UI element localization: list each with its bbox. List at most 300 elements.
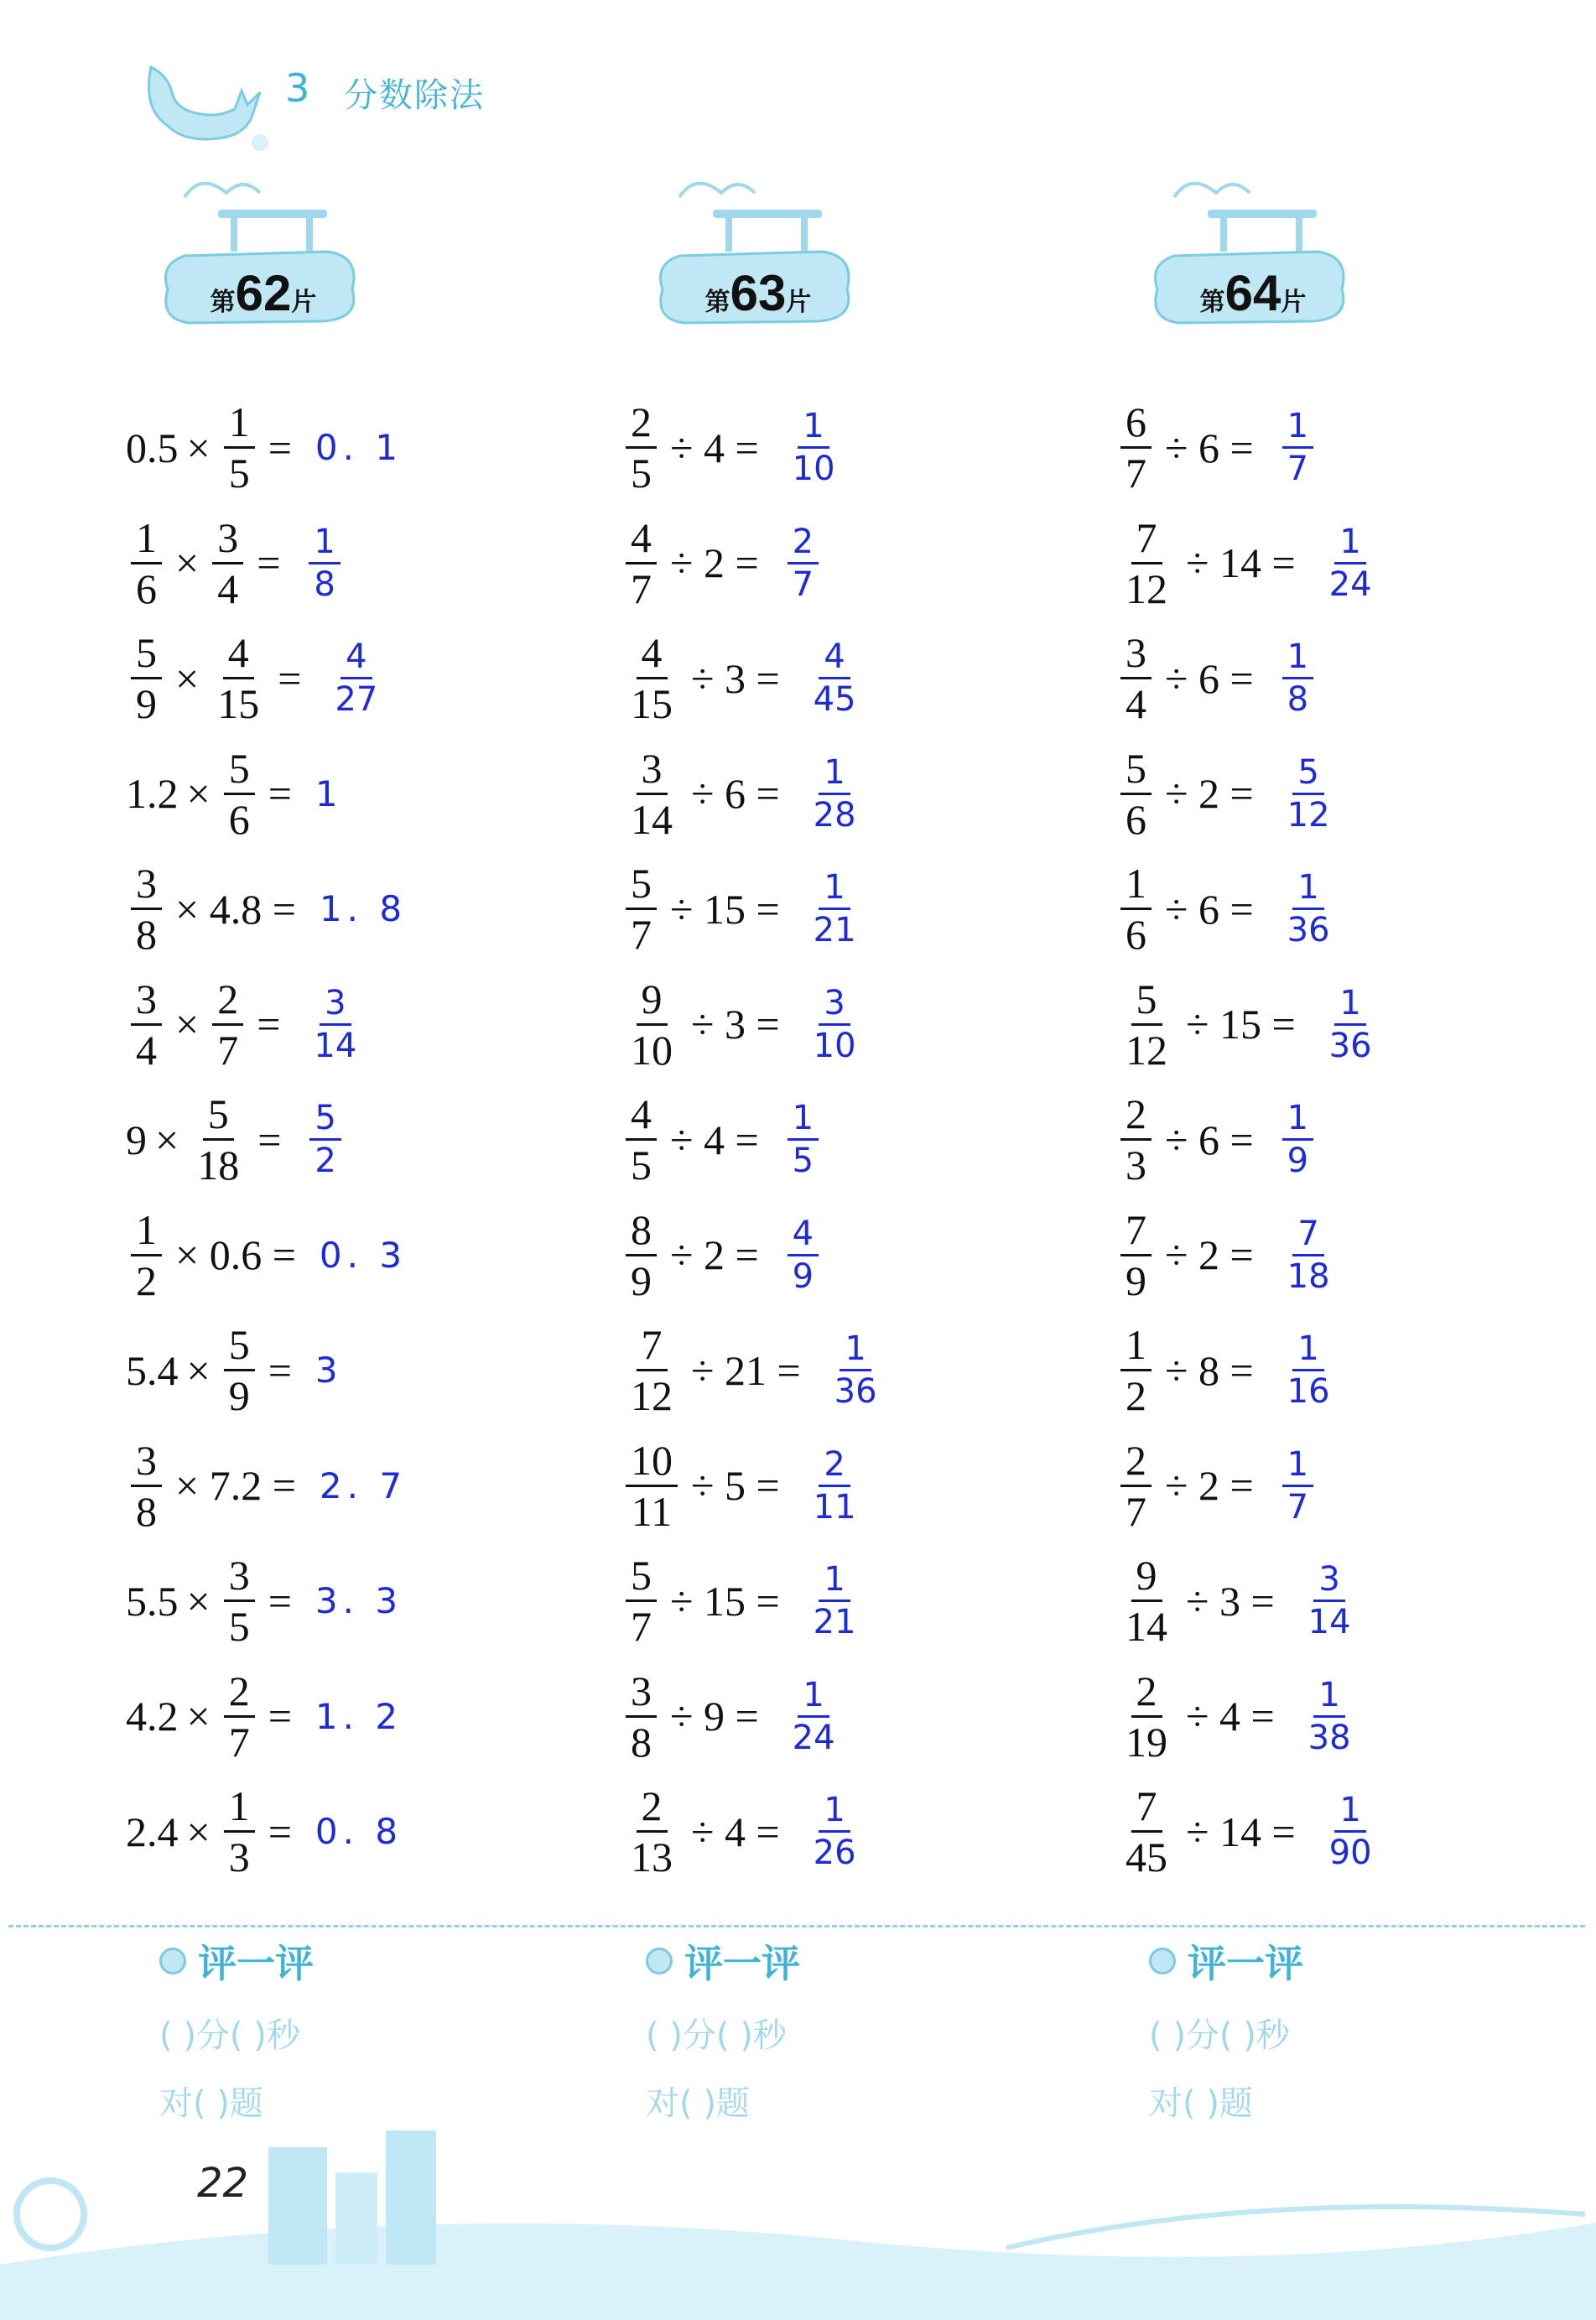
problem-row xyxy=(126,1543,629,1659)
denominator: 18 xyxy=(1287,1256,1330,1296)
problem-row xyxy=(621,967,1124,1083)
answer xyxy=(1277,1444,1318,1527)
operator: ÷ 6 = xyxy=(1165,885,1254,933)
fraction xyxy=(224,1667,255,1766)
sheet-column xyxy=(126,172,629,1890)
answer xyxy=(824,1329,887,1412)
answer xyxy=(1319,522,1382,604)
time-field[interactable]: ( )分( )秒 xyxy=(1149,2016,1290,2055)
correct-count-field[interactable]: 对( )题 xyxy=(159,2084,263,2123)
answer-fraction xyxy=(1282,868,1335,950)
answer-value: 1. 8 xyxy=(319,888,408,930)
problem-row xyxy=(1115,506,1596,622)
chapter-title: 分数除法 xyxy=(344,76,485,115)
denominator: 45 xyxy=(1126,1834,1167,1881)
sheet-column xyxy=(621,172,1124,1890)
denominator: 8 xyxy=(314,564,335,604)
numerator: 4 xyxy=(341,640,372,679)
fraction xyxy=(1120,629,1152,728)
operator: = xyxy=(257,539,281,587)
answer xyxy=(315,1350,343,1391)
sheet-column xyxy=(1115,172,1596,1890)
denominator: 13 xyxy=(631,1834,673,1881)
fraction xyxy=(1120,1552,1172,1651)
numerator: 3 xyxy=(212,517,243,564)
fraction xyxy=(626,1552,657,1651)
numerator: 1 xyxy=(1120,862,1152,910)
answer-fraction xyxy=(808,752,861,835)
numerator: 7 xyxy=(1120,1209,1152,1256)
denominator: 3 xyxy=(228,1834,250,1881)
review-title: 评一评 xyxy=(198,1941,314,1986)
denominator: 12 xyxy=(1126,564,1167,612)
denominator: 26 xyxy=(813,1834,856,1873)
operator: ÷ 3 = xyxy=(691,654,780,702)
denominator: 2 xyxy=(315,1142,336,1181)
answer-fraction xyxy=(1303,1560,1356,1642)
numerator: 6 xyxy=(1120,401,1152,449)
numerator: 1 xyxy=(798,409,829,449)
answer xyxy=(304,522,345,604)
problem-row xyxy=(1115,851,1596,967)
problem-row xyxy=(621,621,1124,736)
numerator: 1 xyxy=(1120,1324,1152,1371)
denominator: 9 xyxy=(228,1372,250,1420)
fraction xyxy=(224,1782,255,1881)
numerator: 1 xyxy=(131,1209,162,1256)
numerator: 4 xyxy=(819,640,850,679)
sheet-label xyxy=(683,264,834,322)
numerator: 2 xyxy=(224,1670,255,1718)
denominator: 10 xyxy=(813,1026,856,1065)
problem-row xyxy=(1115,621,1596,736)
sheet-label-prefix: 第 xyxy=(704,288,730,317)
operator: ÷ 2 = xyxy=(1165,1231,1254,1279)
numerator: 7 xyxy=(1292,1217,1323,1256)
numerator: 1 xyxy=(1282,640,1313,679)
answer xyxy=(803,1444,866,1527)
numerator: 1 xyxy=(1292,1332,1323,1371)
operator: = xyxy=(278,654,302,702)
answer-value: 2. 7 xyxy=(319,1464,408,1506)
denominator: 7 xyxy=(1287,450,1309,489)
denominator: 7 xyxy=(631,564,652,612)
sheet-label-sign xyxy=(1141,172,1359,340)
denominator: 14 xyxy=(314,1026,357,1065)
operator: × 4.8 = xyxy=(175,885,296,933)
answer-fraction xyxy=(1324,1791,1377,1873)
denominator: 9 xyxy=(792,1256,814,1296)
denominator: 4 xyxy=(1126,680,1146,728)
denominator: 6 xyxy=(1126,795,1146,843)
answer-fraction xyxy=(1282,752,1335,835)
fraction xyxy=(224,1552,255,1651)
operator: × xyxy=(186,770,211,818)
denominator: 4 xyxy=(136,1026,157,1074)
problem-row xyxy=(1115,390,1596,506)
answer xyxy=(1319,983,1382,1065)
fraction xyxy=(131,1205,162,1304)
denominator: 24 xyxy=(792,1718,835,1757)
fraction xyxy=(1120,1436,1152,1535)
numerator: 3 xyxy=(131,1439,162,1487)
problem-row xyxy=(621,1313,1124,1428)
numerator: 3 xyxy=(626,1670,657,1718)
problem-row xyxy=(621,1659,1124,1775)
denominator: 21 xyxy=(813,911,856,950)
problem-list xyxy=(621,390,1124,1890)
denominator: 7 xyxy=(1287,1487,1309,1527)
denominator: 45 xyxy=(813,680,856,720)
fraction xyxy=(626,513,657,612)
sheet-label-sign xyxy=(646,172,864,340)
denominator: 5 xyxy=(792,1142,814,1181)
fraction xyxy=(131,629,162,728)
denominator: 5 xyxy=(228,1603,250,1651)
numerator: 2 xyxy=(637,1785,668,1833)
fraction xyxy=(626,744,678,843)
numerator: 3 xyxy=(819,986,850,1026)
operator: ÷ 6 = xyxy=(1165,1116,1254,1163)
answer xyxy=(320,1465,407,1506)
cat-icon xyxy=(134,59,277,159)
fraction xyxy=(1120,1205,1152,1304)
denominator: 5 xyxy=(631,450,652,497)
answer xyxy=(304,1099,346,1181)
numerator: 5 xyxy=(203,1093,234,1141)
time-field[interactable]: ( )分( )秒 xyxy=(646,2016,787,2055)
operator: ÷ 3 = xyxy=(691,1001,780,1048)
denominator: 9 xyxy=(1287,1142,1309,1181)
answer xyxy=(320,888,407,929)
fraction xyxy=(626,398,657,497)
sheet-label-prefix: 第 xyxy=(1199,288,1225,317)
fraction xyxy=(1120,744,1152,843)
fraction xyxy=(131,975,162,1074)
denominator: 7 xyxy=(792,564,814,604)
review-box xyxy=(1149,1933,1501,2125)
number: 0.5 xyxy=(126,424,179,471)
answer xyxy=(803,983,866,1065)
answer-value: 0. 3 xyxy=(319,1234,408,1276)
denominator: 7 xyxy=(631,911,652,959)
denominator: 9 xyxy=(136,680,157,728)
numerator: 7 xyxy=(637,1324,668,1371)
operator: × xyxy=(175,539,200,587)
denominator: 5 xyxy=(228,450,250,497)
problem-row xyxy=(621,1428,1124,1544)
operator: ÷ 6 = xyxy=(1165,424,1254,471)
answer xyxy=(1277,407,1318,489)
numerator: 1 xyxy=(840,1332,871,1371)
fraction xyxy=(626,1321,678,1420)
denominator: 8 xyxy=(1287,680,1309,720)
fraction xyxy=(626,629,678,728)
chapter-number: 3 xyxy=(285,65,310,111)
operator: × xyxy=(186,424,211,471)
sheet-label xyxy=(1178,264,1328,322)
operator: ÷ 3 = xyxy=(1186,1577,1275,1625)
fraction xyxy=(626,975,678,1074)
sheet-number: 64 xyxy=(1224,265,1281,321)
numerator: 1 xyxy=(1282,1101,1313,1141)
answer-value: 1 xyxy=(315,772,343,814)
answer xyxy=(315,773,343,814)
numerator: 1 xyxy=(798,1678,829,1718)
numerator: 1 xyxy=(819,1793,850,1833)
denominator: 7 xyxy=(217,1026,239,1074)
operator: ÷ 4 = xyxy=(670,1116,759,1163)
denominator: 8 xyxy=(631,1718,652,1766)
denominator: 3 xyxy=(1126,1142,1146,1189)
answer xyxy=(315,1580,403,1621)
numerator: 5 xyxy=(224,1324,255,1371)
numerator: 3 xyxy=(224,1554,255,1602)
numerator: 2 xyxy=(1120,1093,1152,1141)
fraction xyxy=(1120,1782,1172,1881)
problem-row xyxy=(126,1313,629,1428)
numerator: 1 xyxy=(819,871,850,910)
answer xyxy=(1277,637,1318,720)
numerator: 4 xyxy=(626,517,657,564)
answer xyxy=(325,637,387,720)
answer-value: 1. 2 xyxy=(315,1695,403,1737)
denominator: 38 xyxy=(1307,1718,1351,1757)
fraction xyxy=(212,975,243,1074)
problem-row xyxy=(126,851,629,967)
problem-row xyxy=(126,1198,629,1313)
answer xyxy=(782,1099,824,1181)
problem-row xyxy=(126,621,629,736)
sheet-label-prefix: 第 xyxy=(210,288,236,317)
problem-row xyxy=(1115,1543,1596,1659)
operator: ÷ 14 = xyxy=(1186,1808,1296,1855)
operator: × xyxy=(175,654,200,702)
answer-fraction xyxy=(808,1560,861,1642)
fraction xyxy=(131,860,162,959)
numerator: 2 xyxy=(626,401,657,449)
denominator: 2 xyxy=(1126,1372,1146,1420)
denominator: 8 xyxy=(136,1487,157,1535)
answer-fraction xyxy=(788,1099,819,1181)
denominator: 6 xyxy=(1126,911,1146,959)
denominator: 7 xyxy=(631,1603,652,1651)
dashed-divider xyxy=(8,1925,1585,1927)
number: 9 xyxy=(126,1116,147,1163)
answer-fraction xyxy=(309,1099,341,1181)
denominator: 14 xyxy=(631,795,673,843)
denominator: 8 xyxy=(136,911,157,959)
answer-fraction xyxy=(829,1329,882,1412)
time-field[interactable]: ( )分( )秒 xyxy=(159,2016,300,2055)
numerator: 1 xyxy=(131,517,162,564)
operator: × 0.6 = xyxy=(175,1231,296,1279)
numerator: 1 xyxy=(819,756,850,795)
denominator: 15 xyxy=(631,680,673,728)
number: 4.2 xyxy=(126,1693,179,1740)
page-number: 22 xyxy=(197,2160,249,2207)
operator: ÷ 6 = xyxy=(1165,654,1254,702)
answer xyxy=(1277,1329,1340,1412)
answer xyxy=(1298,1560,1361,1642)
answer-fraction xyxy=(1282,1214,1335,1296)
problem-list xyxy=(126,390,629,1890)
numerator: 8 xyxy=(626,1209,657,1256)
answer xyxy=(803,752,866,835)
answer xyxy=(782,407,845,489)
flower-icon xyxy=(646,1948,673,1974)
operator: ÷ 8 = xyxy=(1165,1346,1254,1394)
answer xyxy=(782,1214,824,1296)
fraction xyxy=(626,1090,657,1189)
fraction xyxy=(212,513,243,612)
numerator: 7 xyxy=(1131,1785,1162,1833)
fraction xyxy=(131,1436,162,1535)
answer-fraction xyxy=(808,983,861,1065)
problem-row xyxy=(1115,1198,1596,1313)
denominator: 15 xyxy=(217,680,260,728)
problem-row xyxy=(1115,1659,1596,1775)
sheet-label-suffix: 片 xyxy=(786,288,812,317)
operator: ÷ 9 = xyxy=(670,1693,759,1740)
answer-fraction xyxy=(788,407,840,489)
fraction xyxy=(1120,1321,1152,1420)
correct-count-field[interactable]: 对( )题 xyxy=(1149,2084,1253,2123)
denominator: 18 xyxy=(197,1142,240,1189)
denominator: 28 xyxy=(813,795,856,835)
denominator: 7 xyxy=(1126,450,1146,497)
answer xyxy=(803,1791,866,1873)
fraction xyxy=(224,744,255,843)
denominator: 12 xyxy=(631,1372,673,1420)
numerator: 1 xyxy=(224,1785,255,1833)
problem-row xyxy=(126,506,629,622)
problem-row xyxy=(126,1659,629,1775)
flower-icon xyxy=(159,1948,186,1974)
numerator: 2 xyxy=(788,525,819,564)
denominator: 6 xyxy=(228,795,250,843)
numerator: 5 xyxy=(1120,747,1152,795)
denominator: 5 xyxy=(631,1142,652,1189)
denominator: 27 xyxy=(335,680,378,720)
fraction xyxy=(192,1090,244,1189)
operator: = xyxy=(268,1577,292,1625)
denominator: 10 xyxy=(631,1026,673,1074)
problem-row xyxy=(126,967,629,1083)
review-box xyxy=(646,1933,998,2125)
numerator: 5 xyxy=(1292,756,1323,795)
numerator: 1 xyxy=(1334,986,1365,1026)
problem-row xyxy=(126,1428,629,1544)
numerator: 1 xyxy=(788,1101,819,1141)
number: 5.4 xyxy=(126,1346,179,1394)
problem-row xyxy=(621,1082,1124,1198)
numerator: 5 xyxy=(626,862,657,910)
operator: × 7.2 = xyxy=(175,1462,296,1510)
answer xyxy=(803,868,866,950)
city-skyline-decoration xyxy=(0,2097,1596,2320)
answer-value: 0. 1 xyxy=(315,427,403,469)
denominator: 7 xyxy=(228,1718,250,1766)
operator: = xyxy=(268,1693,292,1740)
denominator: 14 xyxy=(1307,1603,1351,1642)
problem-row xyxy=(1115,967,1596,1083)
denominator: 90 xyxy=(1328,1834,1372,1873)
answer-fraction xyxy=(309,983,361,1065)
problem-row xyxy=(126,1082,629,1198)
correct-count-field[interactable]: 对( )题 xyxy=(646,2084,750,2123)
numerator: 3 xyxy=(131,978,162,1026)
fraction xyxy=(1120,860,1152,959)
problem-row xyxy=(621,1198,1124,1313)
numerator: 1 xyxy=(1282,1448,1313,1487)
problem-row xyxy=(621,506,1124,622)
denominator: 12 xyxy=(1126,1026,1167,1074)
answer xyxy=(782,1675,845,1757)
problem-row xyxy=(621,1543,1124,1659)
answer-fraction xyxy=(309,522,340,604)
problem-row xyxy=(126,390,629,506)
numerator: 1 xyxy=(1334,525,1365,564)
operator: × xyxy=(155,1116,179,1163)
number: 1.2 xyxy=(126,770,179,818)
problem-row xyxy=(621,851,1124,967)
denominator: 16 xyxy=(1287,1372,1330,1412)
numerator: 1 xyxy=(1282,409,1313,449)
fraction xyxy=(626,1782,678,1881)
answer-fraction xyxy=(1282,1444,1313,1527)
operator: ÷ 21 = xyxy=(691,1346,801,1394)
fraction xyxy=(1120,1090,1152,1189)
fraction xyxy=(1120,513,1172,612)
answer-fraction xyxy=(330,637,382,720)
denominator: 6 xyxy=(136,564,157,612)
sheet-label-sign xyxy=(151,172,369,340)
denominator: 4 xyxy=(217,564,239,612)
answer-fraction xyxy=(788,1675,840,1757)
problem-row xyxy=(126,1774,629,1890)
answer-fraction xyxy=(808,1791,861,1873)
answer-fraction xyxy=(808,1444,861,1527)
operator: ÷ 15 = xyxy=(1186,1001,1296,1048)
numerator: 9 xyxy=(1131,1554,1162,1602)
operator: = xyxy=(268,1346,292,1394)
operator: ÷ 2 = xyxy=(670,1231,759,1279)
operator: ÷ 15 = xyxy=(670,1577,780,1625)
answer xyxy=(1277,752,1340,835)
answer-fraction xyxy=(1282,1329,1335,1412)
sheet-label-suffix: 片 xyxy=(1281,288,1307,317)
answer xyxy=(803,637,866,720)
denominator: 11 xyxy=(631,1487,673,1535)
answer-fraction xyxy=(1282,1099,1313,1181)
numerator: 3 xyxy=(320,986,351,1026)
review-title: 评一评 xyxy=(1188,1941,1303,1986)
operator: = xyxy=(268,1808,292,1855)
operator: = xyxy=(257,1116,282,1163)
denominator: 36 xyxy=(1328,1026,1372,1065)
problem-list xyxy=(1115,390,1596,1890)
number: 5.5 xyxy=(126,1577,179,1625)
operator: × xyxy=(186,1346,211,1394)
answer xyxy=(315,1696,403,1737)
operator: ÷ 6 = xyxy=(691,770,780,818)
denominator: 9 xyxy=(1126,1256,1146,1304)
numerator: 2 xyxy=(212,978,243,1026)
number: 2.4 xyxy=(126,1808,179,1855)
operator: × xyxy=(186,1693,211,1740)
numerator: 4 xyxy=(637,632,668,679)
